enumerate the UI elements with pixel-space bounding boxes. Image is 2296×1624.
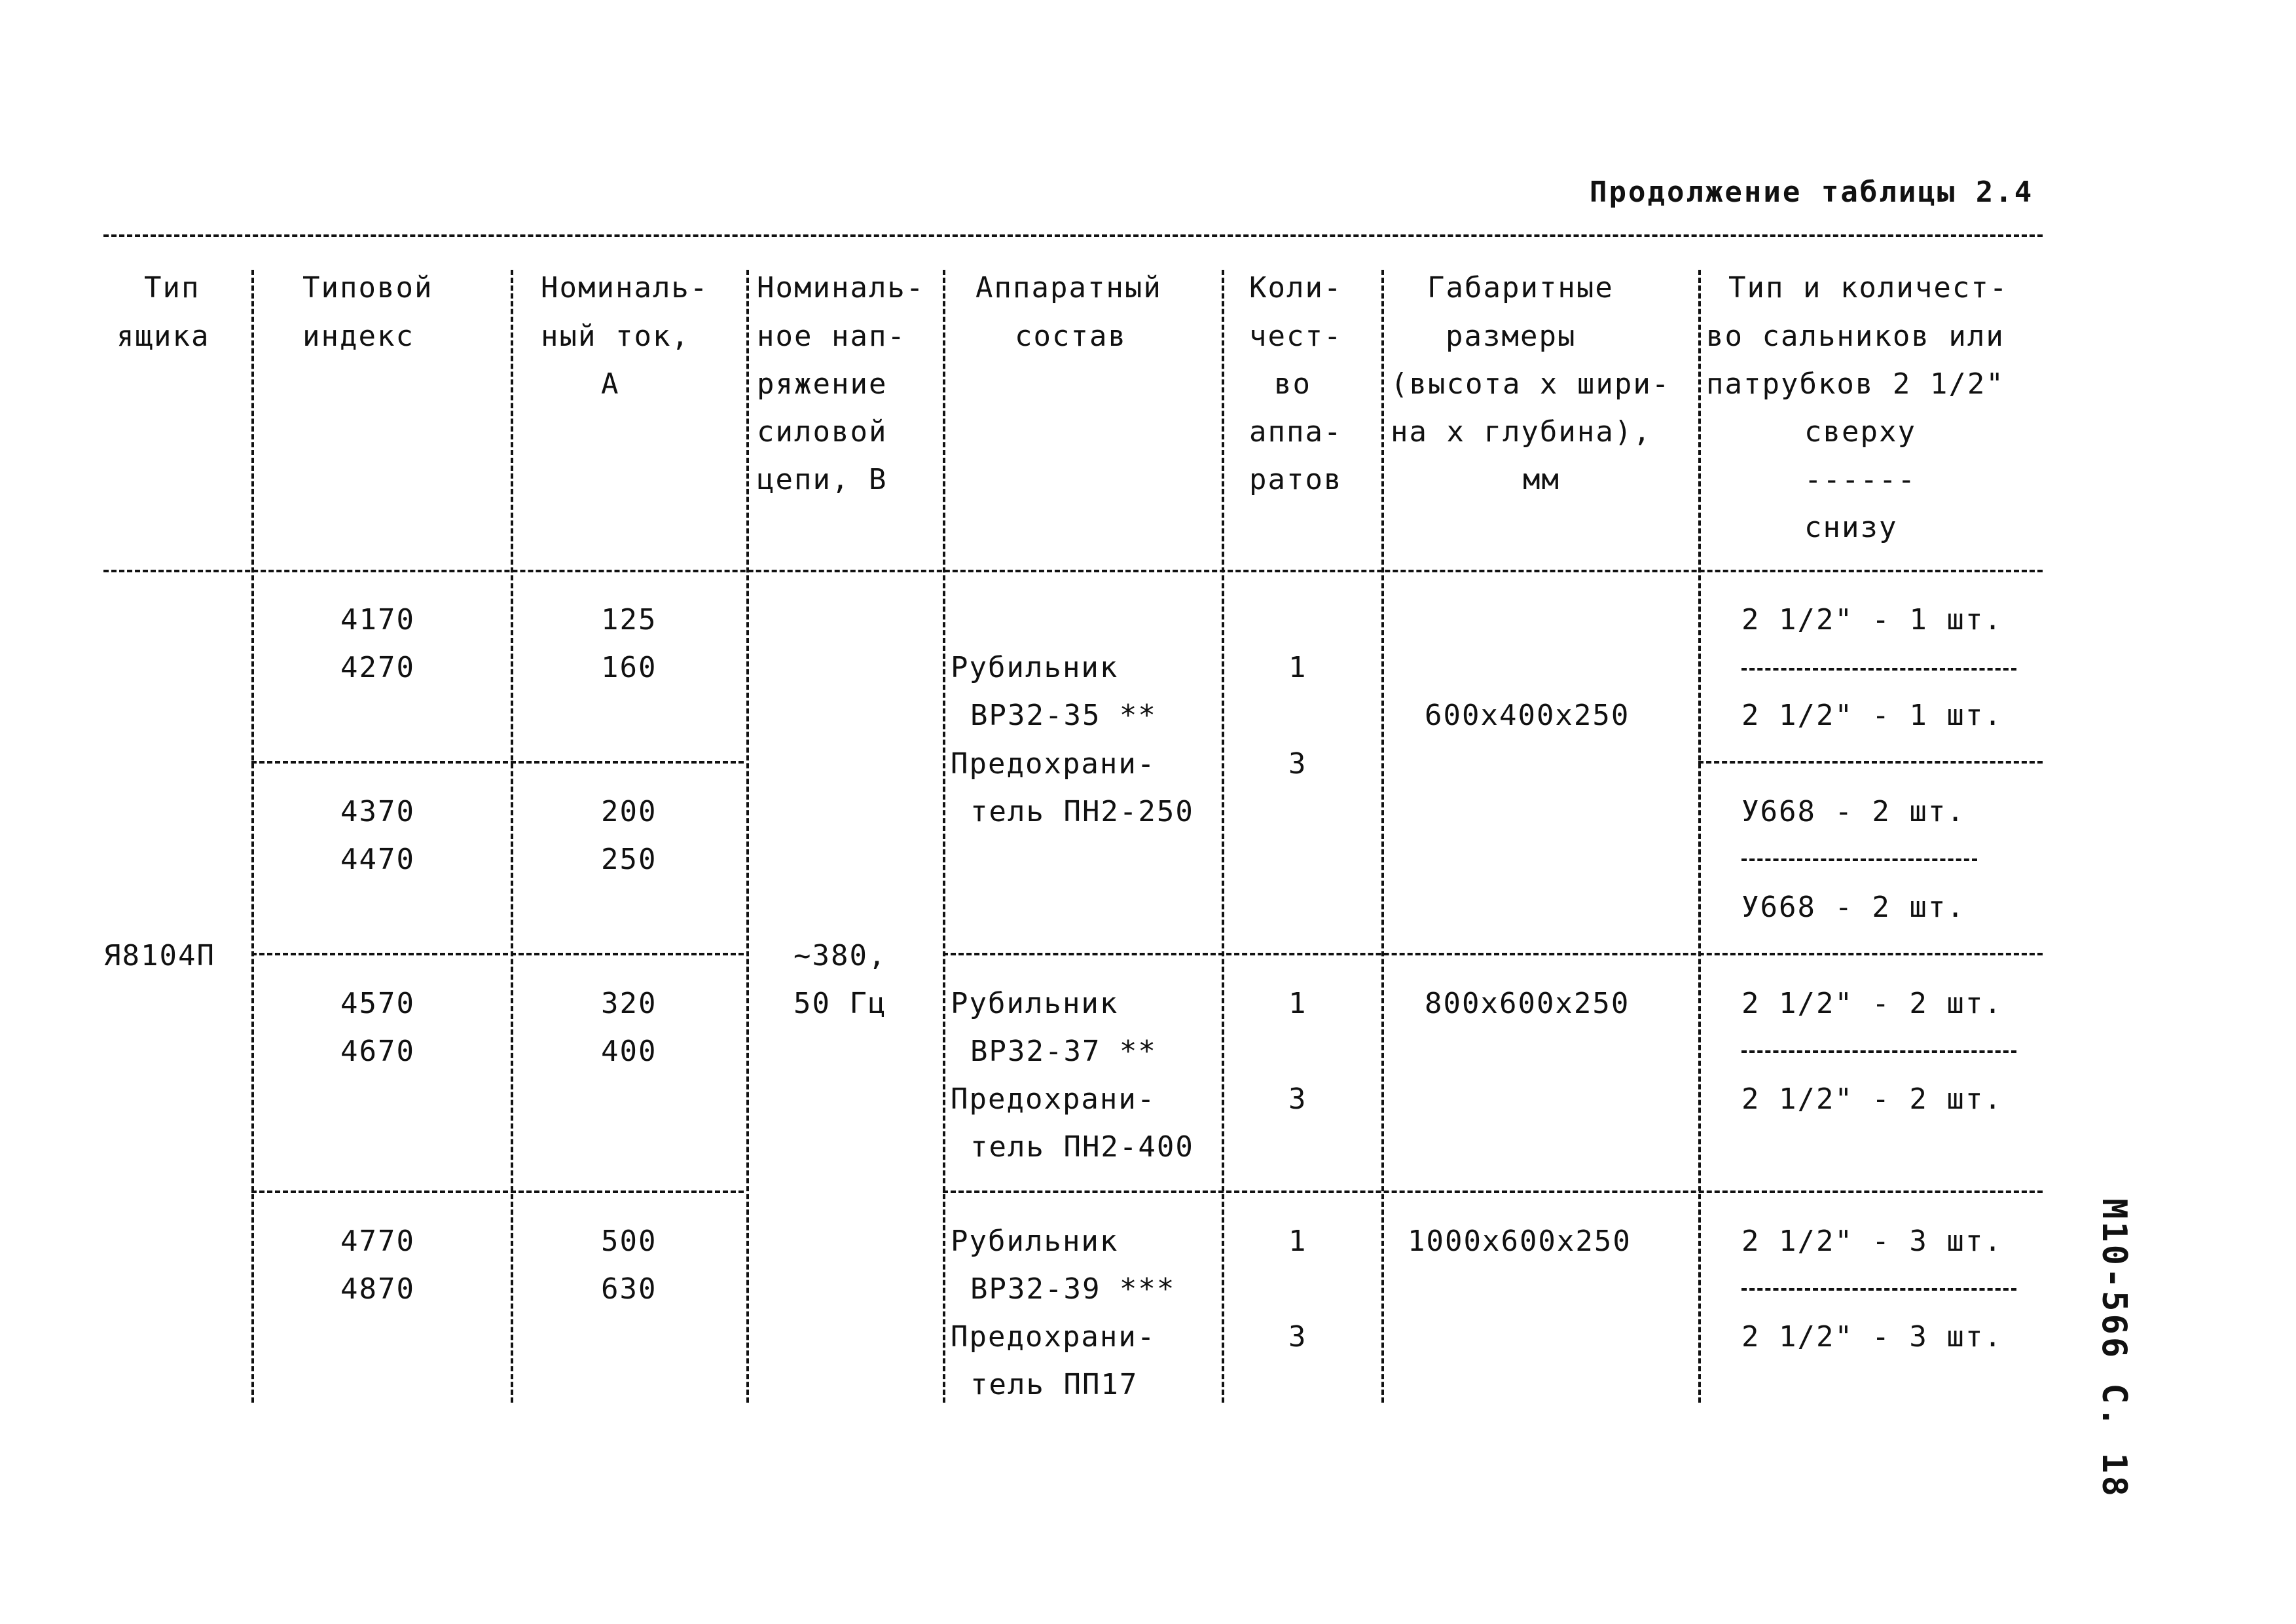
col-divider-6 [1381,270,1384,1403]
rated-current: 500 [601,1225,657,1258]
row-rule-3-right [943,953,2043,955]
col-divider-7 [1698,270,1701,1403]
quantity: 1 [1288,1225,1307,1258]
quantity: 1 [1288,651,1307,684]
row-rule-4-left [251,1190,744,1193]
rated-current: 630 [601,1272,657,1306]
rated-current: 125 [601,603,657,637]
glands-top: У668 - 2 шт. [1741,795,1965,828]
rated-current: 160 [601,651,657,684]
type-index: 4470 [340,843,415,876]
glands-bottom: У668 - 2 шт. [1741,891,1965,924]
document-code: М10-566 С. 18 [2094,1198,2134,1499]
row-rule-2-glands [1698,761,2043,764]
table-caption: Продолжение таблицы 2.4 [1590,175,2034,209]
col-divider-4 [943,270,945,1403]
type-index: 4670 [340,1035,415,1068]
quantity: 3 [1288,747,1307,781]
quantity: 3 [1288,1082,1307,1116]
glands-bottom: 2 1/2" - 1 шт. [1741,699,2003,732]
glands-separator [1741,858,1977,861]
col-divider-3 [746,270,749,1403]
dimensions: 800х600х250 [1425,987,1630,1020]
glands-separator [1741,1288,2016,1291]
quantity: 3 [1288,1320,1307,1354]
glands-bottom: 2 1/2" - 3 шт. [1741,1320,2003,1354]
header-bottom-rule [103,570,2043,572]
type-index: 4270 [340,651,415,684]
glands-top: 2 1/2" - 3 шт. [1741,1225,2003,1258]
rated-current: 400 [601,1035,657,1068]
glands-separator [1741,668,2016,671]
col-divider-5 [1222,270,1224,1403]
row-rule-3-left [251,953,744,955]
type-index: 4870 [340,1272,415,1306]
col-divider-1 [251,270,254,1403]
glands-bottom: 2 1/2" - 2 шт. [1741,1082,2003,1116]
document-page: Продолжение таблицы 2.4 Тип ящика Типовой индекс Номиналь- ный ток, А Номиналь- ное нап- ряжение силовой цепи, В Аппаратный состав Коли- чест- во аппа- ратов Габаритные размеры (высота х шири- на х глубина), мм Тип и количест- во сальников или патрубков 2 1/2" сверху ------ снизу Я8104П ~380, 50 Гц 4170 4270 125 160 2 1/2" - 1 шт. 2 1/2" - 1 шт. Рубильник ВР32-35 ** Предохрани- тель ПН2-250 1 3 600х400х250 4370 4470 200 250 У668 - 2 шт. У668 - 2 шт. 4570 4670 320 400 Рубильник ВР32-37 ** Предохрани- тель ПН2-400 1 3 800х600х250 2 1/2" - 2 шт. 2 1/2" - 2 шт. 4770 4870 500 630 Рубильник ВР32-39 *** Предохрани- тель ПП17 1 3 1000х600х250 2 1/2" - 3 шт. 2 1/2" - 3 шт. М10-566 С. 18 [103,175,2134,1499]
row-rule-4-right [943,1190,2043,1193]
box-type-cell: Я8104П [103,939,215,972]
rated-current: 320 [601,987,657,1020]
dimensions: 1000х600х250 [1408,1225,1631,1258]
table-top-rule [103,234,2043,237]
quantity: 1 [1288,987,1307,1020]
type-index: 4770 [340,1225,415,1258]
glands-top: 2 1/2" - 1 шт. [1741,603,2003,637]
type-index: 4170 [340,603,415,637]
rated-current: 200 [601,795,657,828]
glands-separator [1741,1050,2016,1053]
col-divider-2 [511,270,513,1403]
rated-current: 250 [601,843,657,876]
type-index: 4370 [340,795,415,828]
row-rule-2 [251,761,744,764]
dimensions: 600х400х250 [1425,699,1630,732]
type-index: 4570 [340,987,415,1020]
glands-top: 2 1/2" - 2 шт. [1741,987,2003,1020]
